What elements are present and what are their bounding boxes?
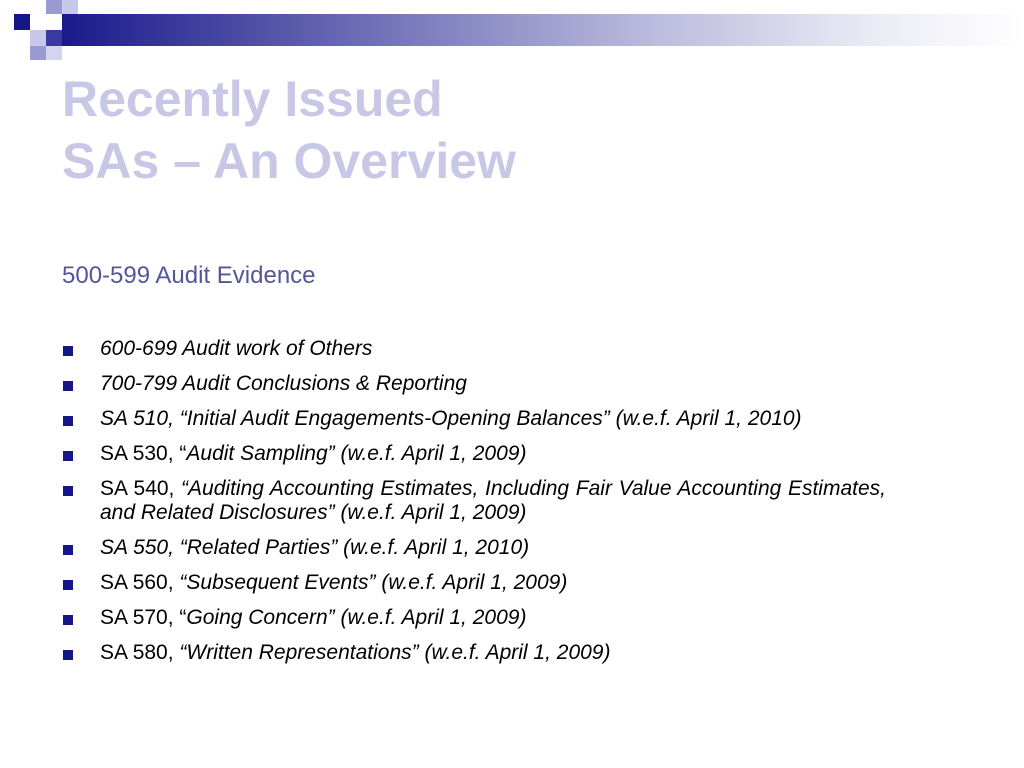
header-square: [46, 0, 62, 14]
header-square: [30, 14, 46, 30]
header-gradient-band: [62, 14, 1024, 46]
slide-title: [62, 68, 516, 192]
header-square: [46, 30, 62, 46]
bullet-text: Audit Sampling” (w.e.f. April 1, 2009): [186, 442, 527, 465]
bullet-text: SA 510, “Initial Audit Engagements-Opening Balances” (w.e.f. April 1, 2010): [100, 407, 802, 430]
square-bullet-icon: [63, 416, 73, 426]
list-item: [62, 606, 964, 630]
bullet-text: 700-799 Audit Conclusions & Reporting: [100, 372, 467, 395]
bullet-text: “Subsequent Events” (w.e.f. April 1, 2009): [179, 571, 568, 594]
square-bullet-icon: [63, 381, 73, 391]
square-bullet-icon: [63, 615, 73, 625]
bullet-lead: SA 530, “: [100, 442, 187, 465]
slide-title-line-1: Recently Issued: [62, 71, 443, 127]
bullet-text: “Auditing Accounting Estimates, Including Fair Value Accounting Estimates,: [181, 477, 886, 500]
list-item: [62, 641, 964, 665]
bullet-lead: SA 560,: [100, 571, 180, 594]
square-bullet-icon: [63, 451, 73, 461]
bullet-list: [62, 337, 964, 676]
square-bullet-icon: [63, 650, 73, 660]
bullet-text-continued: and Related Disclosures” (w.e.f. April 1, 2009): [100, 501, 527, 524]
header-square: [30, 30, 46, 46]
list-item: [62, 407, 964, 431]
list-item: [62, 477, 964, 525]
square-bullet-icon: [63, 346, 73, 356]
bullet-text: 600-699 Audit work of Others: [100, 337, 373, 360]
list-item: [62, 536, 964, 560]
list-item: [62, 337, 964, 361]
list-item: [62, 372, 964, 396]
list-item: [62, 571, 964, 595]
section-heading: 500-599 Audit Evidence: [62, 262, 316, 289]
bullet-text: Going Concern” (w.e.f. April 1, 2009): [186, 606, 527, 629]
bullet-lead: SA 540,: [100, 477, 182, 500]
bullet-text: SA 550, “Related Parties” (w.e.f. April 1, 2010): [100, 536, 530, 559]
bullet-lead: SA 580,: [100, 641, 180, 664]
header-square: [14, 14, 30, 30]
slide-title-line-2: SAs – An Overview: [62, 133, 516, 189]
header-square: [30, 46, 46, 60]
header-square: [62, 0, 78, 14]
header-square: [46, 46, 62, 60]
square-bullet-icon: [63, 486, 73, 496]
bullet-text: “Written Representations” (w.e.f. April 1, 2009): [179, 641, 611, 664]
square-bullet-icon: [63, 545, 73, 555]
list-item: [62, 442, 964, 466]
square-bullet-icon: [63, 580, 73, 590]
bullet-lead: SA 570, “: [100, 606, 187, 629]
